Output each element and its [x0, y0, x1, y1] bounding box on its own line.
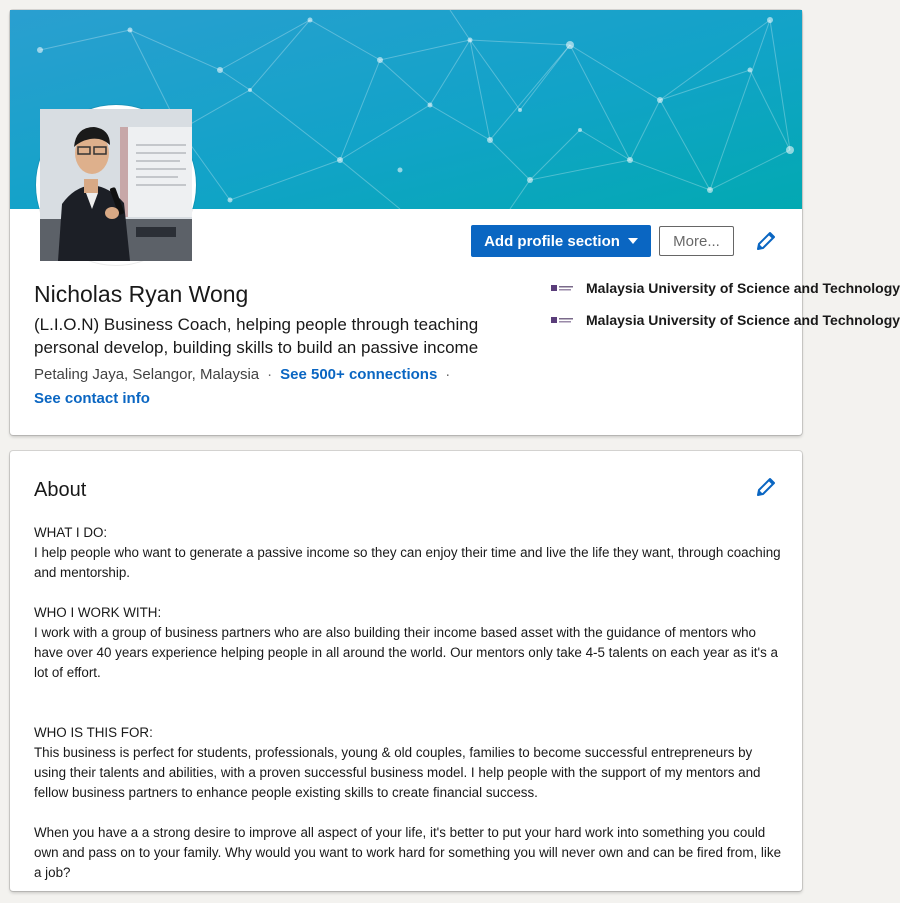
profile-location: Petaling Jaya, Selangor, Malaysia	[34, 366, 260, 383]
about-title: About	[34, 479, 87, 501]
education-item[interactable]	[550, 280, 900, 296]
about-card	[10, 451, 802, 891]
more-button[interactable]: More...	[659, 226, 734, 256]
profile-photo[interactable]	[36, 105, 196, 265]
school-logo-icon	[550, 283, 574, 293]
about-paragraph-text: When you have a a strong desire to improve all aspect of your life, it's better to put your hard work into something you could own and pass on to your family. Why would you want to work hard for something you will never own and can be fired from, like a job?	[34, 825, 782, 880]
about-heading: WHO IS THIS FOR:	[34, 725, 153, 740]
profile-location-row	[34, 366, 450, 383]
pencil-icon[interactable]	[754, 229, 778, 253]
about-paragraph	[34, 603, 782, 683]
about-paragraph	[34, 523, 782, 583]
add-profile-section-button[interactable]	[471, 225, 651, 257]
profile-headline: (L.I.O.N) Business Coach, helping people through teaching personal develop, building skills to build an passive income	[34, 315, 479, 357]
profile-name: Nicholas Ryan Wong	[34, 281, 249, 307]
connections-link[interactable]: See 500+ connections	[280, 366, 438, 383]
about-paragraph-text: I work with a group of business partners who are also building their income based asset with the guidance of mentors who have over 40 years experience helping people in all around the world. Our mentors only take 4-5 talents on each year as it's a lot of effort.	[34, 625, 778, 680]
separator-dot: ·	[445, 366, 451, 383]
about-heading: WHAT I DO:	[34, 525, 108, 540]
about-paragraph-text: I help people who want to generate a passive income so they can enjoy their time and live the life they want, through coaching and mentorship.	[34, 545, 781, 580]
caret-down-icon	[628, 238, 638, 244]
profile-top-card	[10, 10, 900, 435]
contact-info-link[interactable]: See contact info	[34, 390, 150, 407]
about-heading: WHO I WORK WITH:	[34, 605, 162, 620]
about-paragraph-text: This business is perfect for students, professionals, young & old couples, families to become successful entrepreneurs by using their talents and abilities, with a proven successful business model. I help people with the support of my mentors and fellow business partners to enhance people existing skills to create financial success.	[34, 745, 761, 800]
school-name: Malaysia University of Science and Technology	[586, 312, 900, 328]
education-item[interactable]	[550, 312, 900, 328]
pencil-icon[interactable]	[754, 475, 778, 499]
about-paragraph	[34, 823, 782, 883]
about-paragraph	[34, 723, 782, 803]
school-logo-icon	[550, 315, 574, 325]
school-name: Malaysia University of Science and Technology	[586, 280, 900, 296]
profile-photo-image	[40, 109, 192, 261]
add-profile-section-label: Add profile section	[484, 232, 620, 250]
separator-dot: ·	[267, 366, 273, 383]
about-text	[34, 523, 782, 903]
